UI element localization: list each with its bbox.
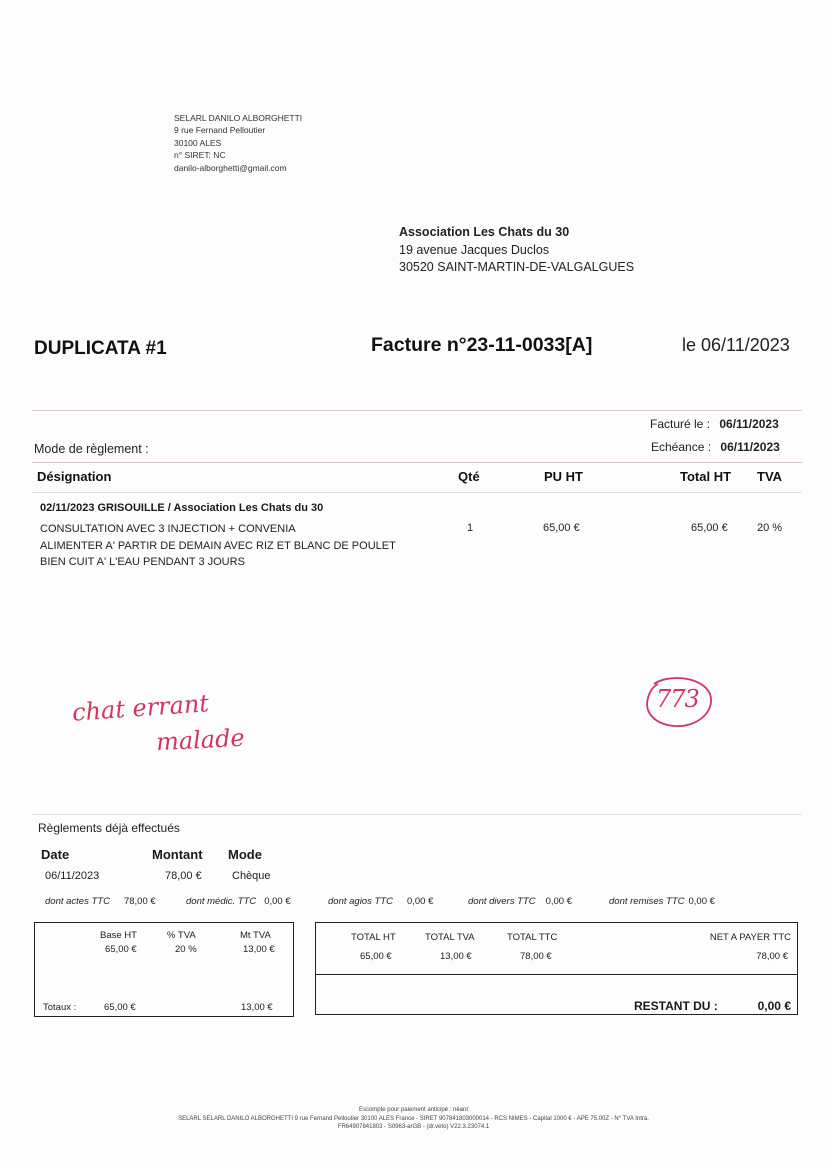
total-tva-label: TOTAL TVA [425, 932, 475, 943]
payments-title: Règlements déjà effectués [38, 821, 180, 835]
payment-mode: Chèque [232, 870, 271, 882]
detail-remises-value: 0,00 € [688, 896, 715, 907]
legal-footer [0, 1106, 827, 1132]
detail-medic [186, 896, 291, 907]
detail-divers-label: dont divers TTC [468, 896, 536, 907]
line-pu: 65,00 € [543, 522, 580, 534]
sender-name: SELARL DANILO ALBORGHETTI [174, 113, 303, 123]
detail-actes-value: 78,00 € [123, 896, 156, 907]
footer-line-2: SELARL SELARL DANILO ALBORGHETTI 9 rue Fernand Pelloutier 30100 ALES France - SIRET 907841803000014 - RCS NIMES - Capital 1000 € - APE 75.00Z - N° TVA Intra. [178, 1115, 649, 1122]
totals-divider [316, 974, 797, 975]
vat-summary-box [34, 922, 294, 1017]
line-title: 02/11/2023 GRISOUILLE / Association Les Chats du 30 [40, 502, 324, 514]
vat-mt-value: 13,00 € [243, 944, 275, 955]
sender-email: danilo-alborghetti@gmail.com [174, 162, 287, 173]
total-tva-value: 13,00 € [440, 951, 472, 962]
divider [32, 462, 802, 463]
vat-rate-label: % TVA [167, 930, 196, 941]
recipient-address [399, 224, 634, 277]
line-text-3: BIEN CUIT A' L'EAU PENDANT 3 JOURS [40, 556, 245, 568]
vat-totals-mt: 13,00 € [241, 1002, 273, 1013]
payments-col-mode: Mode [228, 847, 262, 862]
handwritten-number: 773 [656, 685, 699, 713]
detail-divers [468, 896, 572, 907]
recipient-street: 19 avenue Jacques Duclos [399, 242, 550, 257]
due-label: Echéance : [651, 440, 712, 454]
payment-amount: 78,00 € [165, 870, 202, 882]
total-ttc-label: TOTAL TTC [507, 932, 558, 943]
sender-address [174, 112, 302, 174]
remaining-label: RESTANT DU : [634, 999, 718, 1013]
invoice-number: Facture n°23-11-0033[A] [371, 334, 593, 356]
detail-medic-label: dont médic. TTC [186, 896, 257, 907]
line-tva: 20 % [757, 522, 783, 534]
circled-number-stamp [640, 672, 714, 730]
due-date [651, 440, 780, 454]
line-qty: 1 [467, 522, 474, 534]
detail-actes-label: dont actes TTC [45, 896, 110, 907]
footer-line-1: Escompte pour paiement anticipé : néant [358, 1107, 469, 1113]
sender-street: 9 rue Fernand Pelloutier [174, 125, 266, 136]
vat-mt-label: Mt TVA [240, 930, 271, 941]
invoice-date: le 06/11/2023 [682, 335, 790, 355]
sender-siret: n° SIRET: NC [174, 150, 226, 161]
line-text-1: CONSULTATION AVEC 3 INJECTION + CONVENIA [40, 523, 296, 535]
vat-totals-base: 65,00 € [104, 1002, 136, 1013]
payments-col-date: Date [41, 847, 70, 862]
recipient-city: 30520 SAINT-MARTIN-DE-VALGALGUES [399, 260, 635, 274]
billed-label: Facturé le : [650, 417, 711, 431]
col-pu: PU HT [544, 469, 583, 484]
duplicata-title: DUPLICATA #1 [34, 338, 167, 359]
payment-date: 06/11/2023 [45, 870, 100, 882]
recipient-name: Association Les Chats du 30 [399, 225, 570, 239]
detail-agios [328, 896, 433, 907]
handwritten-note-2: malade [155, 723, 246, 757]
payments-col-amount: Montant [152, 847, 203, 862]
net-value: 78,00 € [756, 951, 788, 962]
detail-divers-value: 0,00 € [545, 896, 572, 907]
col-total: Total HT [680, 469, 732, 484]
detail-agios-value: 0,00 € [406, 896, 434, 907]
line-text-2: ALIMENTER A' PARTIR DE DEMAIN AVEC RIZ ET BLANC DE POULET [40, 539, 396, 552]
sender-city: 30100 ALES [174, 137, 222, 148]
line-description [40, 521, 396, 571]
vat-base-value: 65,00 € [105, 944, 137, 955]
divider [32, 410, 802, 411]
net-label: NET A PAYER TTC [709, 932, 791, 943]
vat-rate-value: 20 % [175, 944, 197, 955]
divider [32, 492, 802, 493]
total-ttc-value: 78,00 € [520, 951, 552, 962]
billed-date [650, 417, 779, 431]
detail-medic-value: 0,00 € [264, 896, 291, 907]
detail-actes [45, 896, 156, 907]
remaining-value: 0,00 € [757, 999, 791, 1013]
vat-base-label: Base HT [100, 930, 137, 941]
totals-box [315, 922, 798, 1015]
col-tva: TVA [757, 469, 783, 484]
vat-totals-label: Totaux : [43, 1002, 77, 1013]
detail-remises-label: dont remises TTC [609, 896, 685, 907]
payment-mode-label: Mode de règlement : [34, 442, 149, 456]
col-designation: Désignation [37, 469, 112, 484]
handwritten-note-1: chat errant [71, 689, 210, 727]
total-ht-label: TOTAL HT [351, 932, 396, 943]
divider [32, 814, 802, 815]
total-ht-value: 65,00 € [360, 951, 392, 962]
billed-value: 06/11/2023 [719, 417, 779, 431]
detail-remises [609, 896, 715, 907]
footer-line-3: FR64907841803 - S0963-arGB - (dr.veto) V22.3.23074.1 [337, 1124, 490, 1130]
due-value: 06/11/2023 [720, 440, 780, 454]
col-qty: Qté [458, 469, 480, 484]
line-total: 65,00 € [691, 522, 728, 534]
detail-agios-label: dont agios TTC [328, 896, 393, 907]
